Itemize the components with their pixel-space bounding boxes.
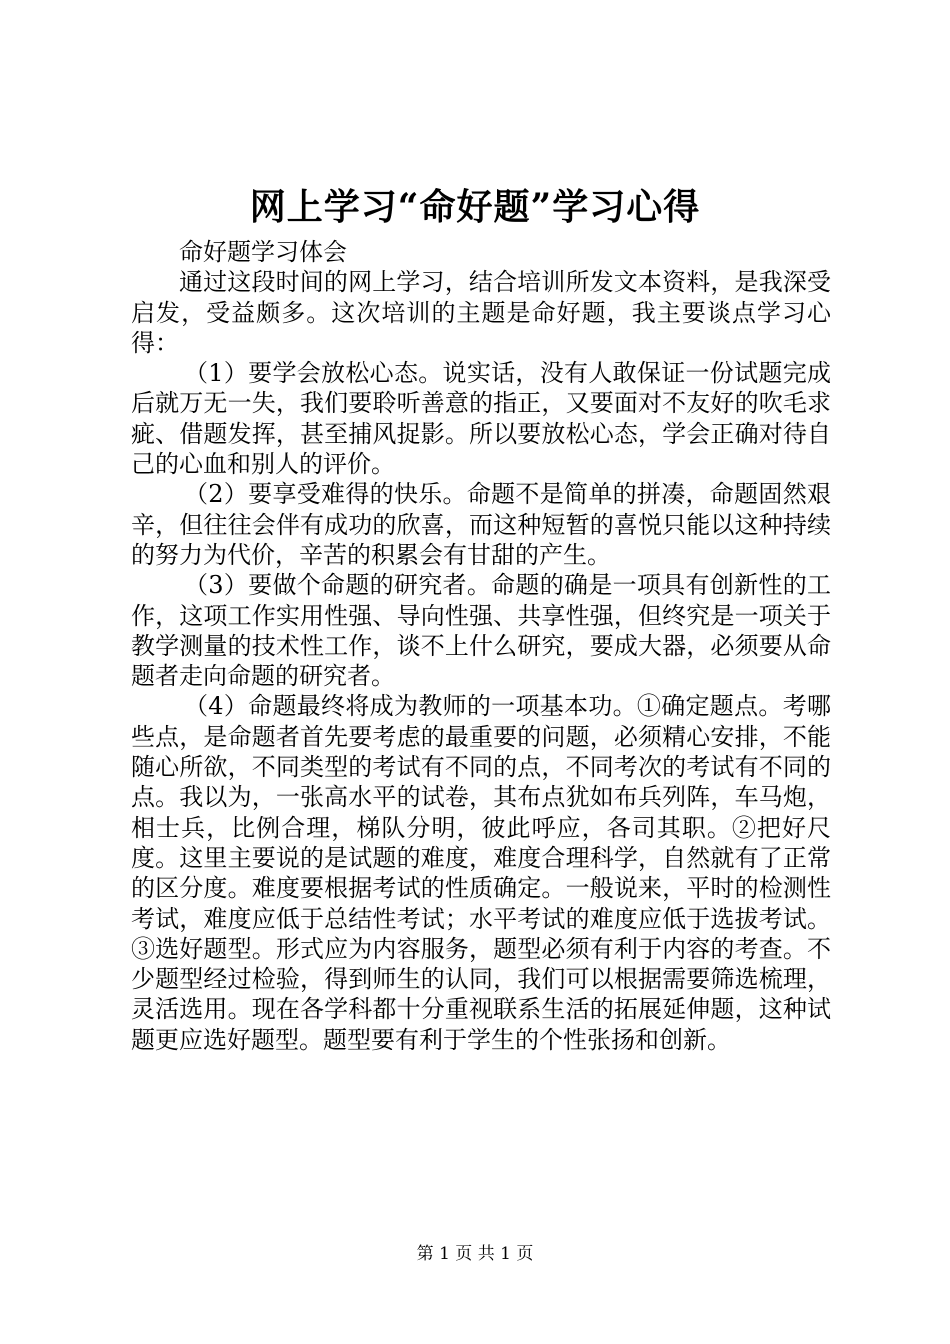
document-body <box>131 237 831 1055</box>
point-1-paragraph: （1）要学会放松心态。说实话，没有人敢保证一份试题完成后就万无一失，我们要聆听善意的指正，又要面对不友好的吹毛求疵、借题发挥，甚至捕风捉影。所以要放松心态，学会正确对待自己的心血和别人的评价。 <box>131 359 831 479</box>
document-title: 网上学习“命好题”学习心得 <box>249 186 701 228</box>
subtitle-paragraph: 命好题学习体会 <box>179 238 347 266</box>
point-3-paragraph: （3）要做个命题的研究者。命题的确是一项具有创新性的工作，这项工作实用性强、导向性强、共享性强，但终究是一项关于教学测量的技术性工作，谈不上什么研究，要成大器，必须要从命题者走向命题的研究者。 <box>131 571 831 691</box>
point-2-paragraph: （2）要享受难得的快乐。命题不是简单的拼凑，命题固然艰辛，但往往会伴有成功的欣喜，而这种短暂的喜悦只能以这种持续的努力为代价，辛苦的积累会有甘甜的产生。 <box>131 480 831 569</box>
page-number-footer: 第 1 页 共 1 页 <box>416 1244 534 1264</box>
intro-paragraph: 通过这段时间的网上学习，结合培训所发文本资料，是我深受启发，受益颇多。这次培训的主题是命好题，我主要谈点学习心得： <box>131 268 831 357</box>
point-4-paragraph: （4）命题最终将成为教师的一项基本功。①确定题点。考哪些点，是命题者首先要考虑的最重要的问题，必须精心安排，不能随心所欲，不同类型的考试有不同的点，不同考次的考试有不同的点。我以为，一张高水平的试卷，其布点犹如布兵列阵，车马炮，相士兵，比例合理，梯队分明，彼此呼应，各司其职。②把好尺度。这里主要说的是试题的难度，难度合理科学，自然就有了正常的区分度。难度要根据考试的性质确定。一般说来，平时的检测性考试，难度应低于总结性考试；水平考试的难度应低于选拔考试。③选好题型。形式应为内容服务，题型必须有利于内容的考查。不少题型经过检验，得到师生的认同，我们可以根据需要筛选梳理，灵活选用。现在各学科都十分重视联系生活的拓展延伸题，这种试题更应选好题型。题型要有利于学生的个性张扬和创新。 <box>131 692 831 1054</box>
